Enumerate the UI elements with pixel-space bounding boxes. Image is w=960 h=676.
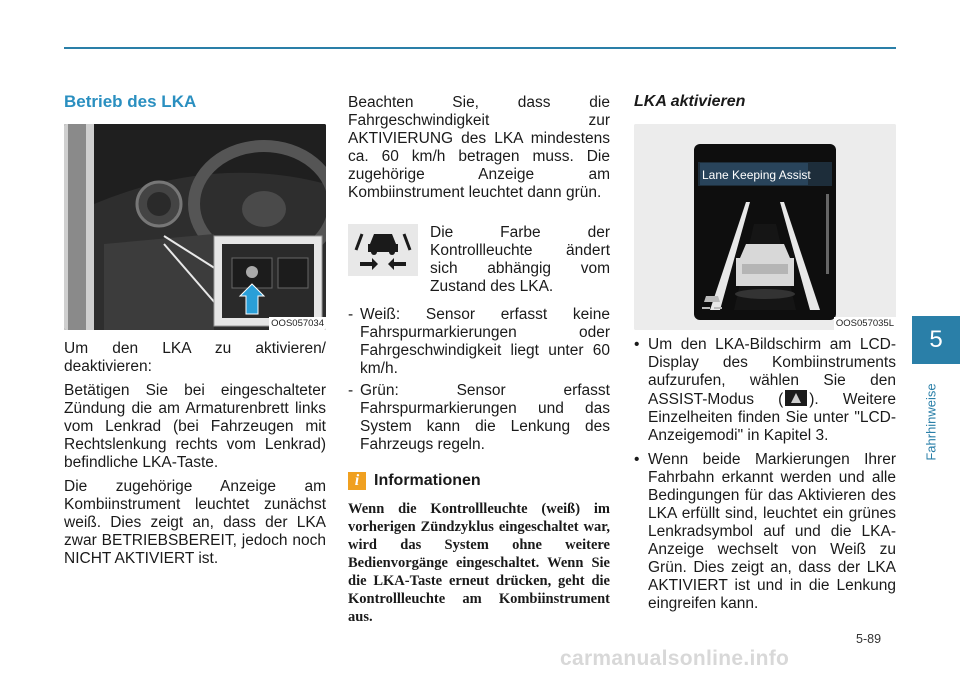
chapter-number-tab: 5 <box>912 316 960 364</box>
image-code: OOS057035L <box>835 318 894 329</box>
right-column <box>634 90 896 613</box>
page-number: 5-89 <box>856 632 882 646</box>
paragraph: Die zugehörige Anzeige am Kombiinstrument leuchtet zunächst weiß. Dies zeigt an, dass der LKA zwar BETRIEBSBEREIT, jedoch noch NICHT AKTIVIERT ist. <box>64 478 326 567</box>
info-heading: i Informationen <box>348 472 610 490</box>
left-column <box>64 90 326 568</box>
lane-car-icon <box>354 228 412 272</box>
section-heading-operation: Betrieb des LKA <box>64 92 197 111</box>
info-body: Wenn die Kontrollleuchte (weiß) im vorherigen Zündzyklus eingeschaltet war, wird das System ohne weitere Bedienvorgänge eingeschaltet. Wenn Sie die LKA-Taste erneut drücken, geht die Kontrollleuchte am Kombiinstrument aus. <box>348 501 610 625</box>
list-item: - Weiß: Sensor erfasst keine Fahrspurmarkierungen oder Fahrgeschwindigkeit liegt unter 60 km/h. <box>348 306 610 377</box>
list-item: • Wenn beide Markierungen Ihrer Fahrbahn erkannt werden und alle Bedingungen für das Aktivieren des LKA erfüllt sind, leuchtet ein grünes Lenkradsymbol auf und die LKA-Anzeige wechselt von Weiß zu Grün. Dies zeigt an, dass der LKA AKTIVIERT ist und in die Lenkung eingreifen kann. <box>634 451 896 612</box>
paragraph: Um den LKA zu aktivieren/ deaktivieren: <box>64 340 326 375</box>
watermark: carmanualsonline.info <box>560 647 790 670</box>
list-item: • Um den LKA-Bildschirm am LCD-Display des Kombiinstruments aufzurufen, wählen Sie den ASSIST-Modus ( ). Weitere Einzelheiten finden Sie unter "LCD-Anzeigemodi" in Kapitel 3. <box>634 336 896 444</box>
section-heading-activate: LKA aktivieren <box>634 93 746 110</box>
dashboard-photo <box>64 124 326 330</box>
chapter-label: Fahrhinweise <box>923 383 939 461</box>
top-rule <box>64 47 896 49</box>
indicator-row <box>348 224 610 296</box>
indicator-description: Die Farbe der Kontrollleuchte ändert sich abhängig vom Zustand des LKA. <box>430 224 610 295</box>
screen-title: Lane Keeping Assist <box>702 168 811 182</box>
speed-note: Beachten Sie, dass die Fahrgeschwindigkeit zur AKTIVIERUNG des LKA mindestens ca. 60 km/h betragen muss. Die zugehörige Anzeige am Kombiinstrument leuchtet dann grün. <box>348 94 610 201</box>
assist-mode-icon <box>785 390 807 406</box>
list-item: - Grün: Sensor erfasst Fahrspurmarkierungen und das System kann die Lenkung des Fahrzeugs regeln. <box>348 382 610 453</box>
image-code: OOS057034 <box>271 318 324 329</box>
middle-column <box>348 90 610 626</box>
lka-indicator-icon <box>348 224 418 276</box>
info-icon: i <box>348 472 366 490</box>
lka-screen-illustration <box>634 124 896 330</box>
lcd-display-photo <box>634 124 896 330</box>
paragraph: Betätigen Sie bei eingeschalteter Zündung die am Armaturenbrett links vom Lenkrad (bei Fahrzeugen mit Rechtslenkung rechts vom Lenkrad) befindliche LKA-Taste. <box>64 382 326 471</box>
dashboard-illustration <box>64 124 326 330</box>
